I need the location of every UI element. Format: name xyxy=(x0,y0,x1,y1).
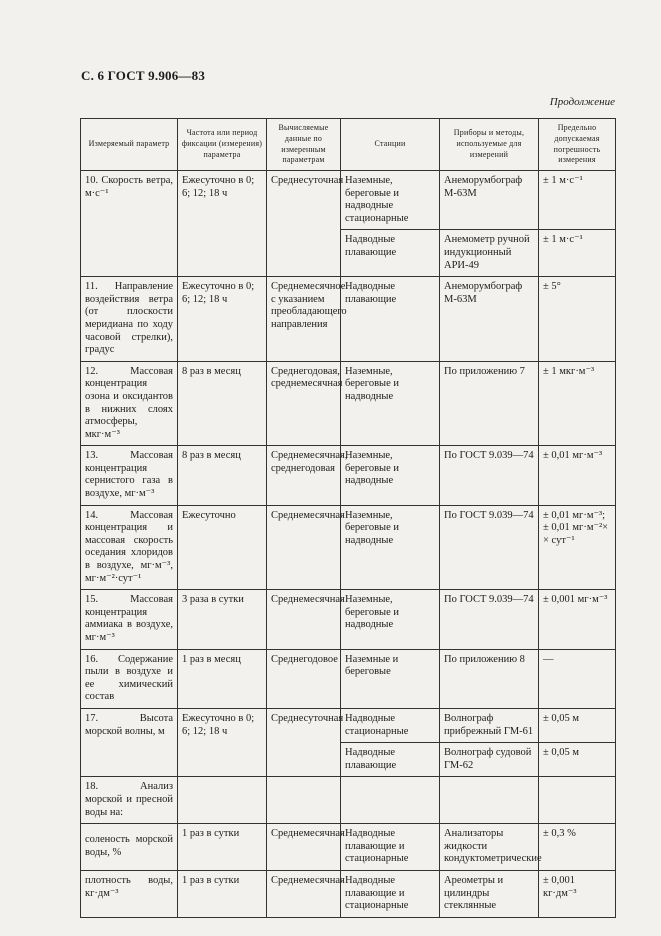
instrument-cell: Волнограф судовой ГМ-62 xyxy=(440,743,539,777)
instrument-cell: По ГОСТ 9.039—74 xyxy=(440,446,539,505)
station-cell: Наземные, береговые и надводные xyxy=(341,361,440,446)
param-cell: 16. Содержание пыли в воздухе и ее химический состав xyxy=(81,649,178,708)
instrument-cell: Ареометры и цилиндры стеклянные xyxy=(440,870,539,917)
param-cell: соленость морской воды, % xyxy=(81,824,178,871)
param-cell: плотность воды, кг·дм⁻³ xyxy=(81,870,178,917)
col-header-frequency: Частота или период фиксации (измерения) параметра xyxy=(178,119,267,171)
param-cell: 11. Направление воздействия ветра (от плоскости меридиана по ходу часовой стрелки), градус xyxy=(81,277,178,362)
table-row xyxy=(81,870,616,917)
calc-cell: Среднегодовая, среднемесячная xyxy=(267,361,341,446)
frequency-cell: 8 раз в месяц xyxy=(178,446,267,505)
calc-cell: Среднемесячная xyxy=(267,590,341,649)
calc-cell: Среднемесячное с указанием преобладающего направления xyxy=(267,277,341,362)
instrument-cell: Анемометр ручной индукционный АРИ-49 xyxy=(440,230,539,277)
station-cell: Наземные, береговые и надводные xyxy=(341,590,440,649)
param-cell: 13. Массовая концентрация сернистого газа в воздухе, мг·м⁻³ xyxy=(81,446,178,505)
param-cell: 14. Массовая концентрация и массовая скорость оседания хлоридов в воздухе, мг·м⁻³, мг·м⁻²·сут⁻¹ xyxy=(81,505,178,590)
error-cell: ± 0,05 м xyxy=(539,708,616,742)
station-cell xyxy=(341,777,440,824)
error-cell xyxy=(539,777,616,824)
table-row xyxy=(81,824,616,871)
instrument-cell: По ГОСТ 9.039—74 xyxy=(440,505,539,590)
col-header-calculated: Вычисляемые данные по измеренным параметрам xyxy=(267,119,341,171)
instrument-cell: Анализаторы жидкости кондуктометрические xyxy=(440,824,539,871)
error-cell: ± 5° xyxy=(539,277,616,362)
table-row xyxy=(81,171,616,230)
station-cell: Надводные плавающие xyxy=(341,743,440,777)
error-cell: ± 1 мкг·м⁻³ xyxy=(539,361,616,446)
param-cell: 17. Высота морской волны, м xyxy=(81,708,178,776)
param-cell: 12. Массовая концентрация озона и оксидантов в нижних слоях атмосферы, мкг·м⁻³ xyxy=(81,361,178,446)
frequency-cell: 1 раз в сутки xyxy=(178,824,267,871)
instrument-cell: Анеморумбограф М-63М xyxy=(440,171,539,230)
station-cell: Надводные плавающие и стационарные xyxy=(341,824,440,871)
error-cell: ± 0,001 мг·м⁻³ xyxy=(539,590,616,649)
frequency-cell: Ежесуточно в 0; 6; 12; 18 ч xyxy=(178,277,267,362)
param-cell: 10. Скорость ветра, м·с⁻¹ xyxy=(81,171,178,277)
error-cell: ± 1 м·с⁻¹ xyxy=(539,230,616,277)
error-cell: — xyxy=(539,649,616,708)
frequency-cell: Ежесуточно xyxy=(178,505,267,590)
instrument-cell xyxy=(440,777,539,824)
error-cell: ± 0,01 мг·м⁻³ xyxy=(539,446,616,505)
col-header-error: Предельно допускаемая погрешность измерения xyxy=(539,119,616,171)
frequency-cell: 1 раз в сутки xyxy=(178,870,267,917)
continuation-label: Продолжение xyxy=(549,96,615,108)
station-cell: Надводные стационарные xyxy=(341,708,440,742)
calc-cell xyxy=(267,777,341,824)
station-cell: Надводные плавающие и стационарные xyxy=(341,870,440,917)
calc-cell: Среднемесячная xyxy=(267,824,341,871)
error-cell: ± 0,3 % xyxy=(539,824,616,871)
calc-cell: Среднемесячная xyxy=(267,505,341,590)
station-cell: Наземные, береговые и надводные xyxy=(341,505,440,590)
frequency-cell xyxy=(178,777,267,824)
instrument-cell: По приложению 7 xyxy=(440,361,539,446)
instrument-cell: Анеморумбограф М-63М xyxy=(440,277,539,362)
calc-cell: Среднегодовое xyxy=(267,649,341,708)
error-cell: ± 0,05 м xyxy=(539,743,616,777)
param-cell: 18. Анализ морской и пресной воды на: xyxy=(81,777,178,824)
frequency-cell: Ежесуточно в 0; 6; 12; 18 ч xyxy=(178,171,267,277)
table-row xyxy=(81,649,616,708)
calc-cell: Среднесуточная xyxy=(267,171,341,277)
frequency-cell: Ежесуточно в 0; 6; 12; 18 ч xyxy=(178,708,267,776)
station-cell: Наземные, береговые и надводные стационарные xyxy=(341,171,440,230)
station-cell: Надводные плавающие xyxy=(341,230,440,277)
table-row xyxy=(81,590,616,649)
error-cell: ± 1 м·с⁻¹ xyxy=(539,171,616,230)
table-row xyxy=(81,277,616,362)
col-header-instruments: Приборы и методы, используемые для измерений xyxy=(440,119,539,171)
table-row xyxy=(81,708,616,742)
calc-cell: Среднесуточная xyxy=(267,708,341,776)
instrument-cell: По приложению 8 xyxy=(440,649,539,708)
table-row xyxy=(81,361,616,446)
station-cell: Наземные, береговые и надводные xyxy=(341,446,440,505)
col-header-stations: Станции xyxy=(341,119,440,171)
frequency-cell: 8 раз в месяц xyxy=(178,361,267,446)
error-cell: ± 0,01 мг·м⁻³; ± 0,01 мг·м⁻²× × сут⁻¹ xyxy=(539,505,616,590)
error-cell: ± 0,001 кг·дм⁻³ xyxy=(539,870,616,917)
table-row xyxy=(81,777,616,824)
table-row xyxy=(81,446,616,505)
instrument-cell: Волнограф прибрежный ГМ-61 xyxy=(440,708,539,742)
instrument-cell: По ГОСТ 9.039—74 xyxy=(440,590,539,649)
calc-cell: Среднемесячная xyxy=(267,870,341,917)
param-cell: 15. Массовая концентрация аммиака в воздухе, мг·м⁻³ xyxy=(81,590,178,649)
table-row xyxy=(81,505,616,590)
page-title: С. 6 ГОСТ 9.906—83 xyxy=(81,68,206,83)
station-cell: Наземные и береговые xyxy=(341,649,440,708)
col-header-parameter: Измеряемый параметр xyxy=(81,119,178,171)
frequency-cell: 1 раз в месяц xyxy=(178,649,267,708)
frequency-cell: 3 раза в сутки xyxy=(178,590,267,649)
station-cell: Надводные плавающие xyxy=(341,277,440,362)
table-header-row xyxy=(81,119,616,171)
calc-cell: Среднемесячная, среднегодовая xyxy=(267,446,341,505)
measurement-table xyxy=(80,118,616,918)
